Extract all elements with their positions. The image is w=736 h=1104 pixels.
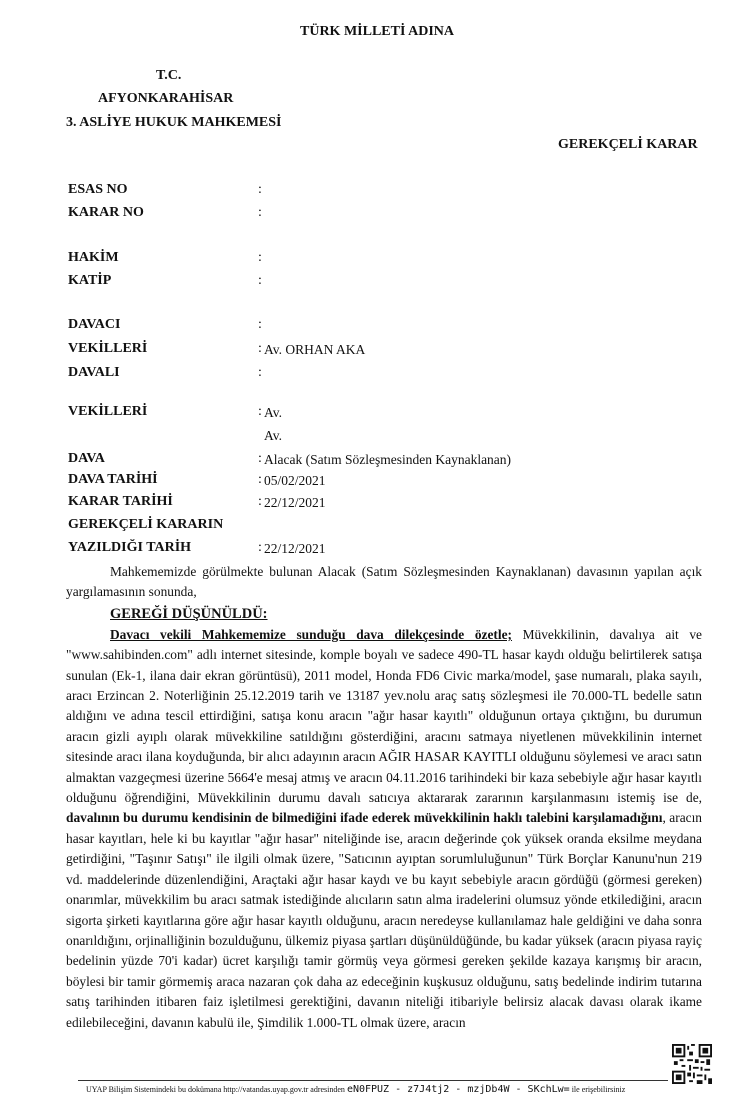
court-heading: 3. ASLİYE HUKUK MAHKEMESİ — [66, 115, 282, 130]
davaci-vekilleri-label: VEKİLLERİ — [68, 341, 148, 356]
decision-body — [66, 562, 702, 1033]
davali-label: DAVALI — [68, 365, 120, 380]
davaci-label: DAVACI — [68, 317, 121, 332]
esas-no-label: ESAS NO — [68, 182, 128, 197]
colon: : — [258, 273, 262, 288]
nation-heading: TÜRK MİLLETİ ADINA — [300, 24, 455, 39]
footer-divider — [78, 1080, 668, 1081]
footer — [86, 1084, 625, 1095]
yazildigi-tarih-label: YAZILDIĞI TARİH — [68, 540, 192, 555]
karar-tarihi-label: KARAR TARİHİ — [68, 494, 173, 509]
hakim-label: HAKİM — [68, 250, 119, 265]
tc-heading: T.C. — [156, 68, 182, 83]
davali-vekilleri-label: VEKİLLERİ — [68, 404, 148, 419]
footer-text: UYAP Bilişim Sistemindeki bu dokümana http://vatandas.uyap.gov.tr adresinden — [86, 1085, 345, 1094]
claim-lead: Davacı vekili Mahkememize sunduğu dava dilekçesinde özetle; — [110, 626, 513, 642]
footer-suffix: ile erişebilirsiniz — [571, 1085, 626, 1094]
colon: : — [258, 182, 262, 197]
claim-text-1: Müvekkilinin, davalıya ait ve "www.sahibinden.com" adlı internet sitesinde, komple boyalı ve sadece 490-TL hasar kaydı olduğu belirtilerek satışa sunulan (Ek-1, ilana dair ekran görüntüsü), 2011 model, Honda FD6 Civic marka/model, şase numaralı, plaka sayılı, aracı Erzincan 2. Noterliğinin 25.12.2019 tarih ve 13187 yev.nolu araç satış sözleşmesi ile 70.000-TL bedelle satın aldığını ve adına tescil ettirdiğini, satışa konu aracın "ağır hasar kayıtlı" olduğunun ortaya çıktığını, bu durumun aracın gizli ayıplı olarak müvekkiline satıldığını gösterdiğini, aracını satmaya niyetlenen müvekkilinin internet sitesinde aracı ilana koyduğunda, bir alıcı adayının aracın AĞIR HASAR KAYITLI olduğunu söylemesi ve aracı satın almaktan vazgeçmesi üzerine 5664'e mesaj atmış ve aracın 04.11.2016 tarihindeki bir kaza sebebiyle ağır hasar kayıtlı olduğunu öğrendiğini, Müvekkilinin durumu davalı satıcıya aktararak zararının karşılanmasını istemiş ise de, — [66, 626, 702, 806]
claim-text-bold: davalının bu durumu kendisinin de bilmediğini ifade ederek müvekkilinin haklı talebini karşılamadığını — [66, 810, 663, 826]
katip-label: KATİP — [68, 273, 112, 288]
colon: : — [258, 494, 262, 509]
dava-value: Alacak (Satım Sözleşmesinden Kaynaklanan) — [264, 452, 512, 467]
yazildigi-tarih-value: 22/12/2021 — [264, 541, 326, 556]
colon: : — [258, 205, 262, 220]
colon: : — [258, 341, 262, 356]
karar-tarihi-value: 22/12/2021 — [264, 495, 326, 510]
davali-vekilleri-value: Av. — [264, 405, 282, 420]
colon: : — [258, 365, 262, 380]
dava-tarihi-label: DAVA TARİHİ — [68, 472, 158, 487]
decision-type: GEREKÇELİ KARAR — [558, 137, 698, 152]
gerekceli-kararin-label: GEREKÇELİ KARARIN — [68, 517, 224, 532]
dava-tarihi-value: 05/02/2021 — [264, 473, 326, 488]
karar-no-label: KARAR NO — [68, 205, 144, 220]
colon: : — [258, 540, 262, 555]
intro-paragraph: Mahkememizde görülmekte bulunan Alacak (Satım Sözleşmesinden Kaynaklanan) davasının yapılan açık yargılamasının sonunda, — [66, 564, 702, 600]
colon: : — [258, 250, 262, 265]
colon: : — [258, 317, 262, 332]
claim-paragraph — [66, 625, 702, 1033]
colon: : — [258, 451, 262, 466]
colon: : — [258, 404, 262, 419]
geregi-dusunuldu-heading: GEREĞİ DÜŞÜNÜLDÜ: — [110, 605, 268, 622]
city-heading: AFYONKARAHİSAR — [98, 91, 234, 106]
claim-text-2: , aracın hasar kayıtları, hele ki bu kayıtlar "ağır hasar" niteliğinde ise, aracın değerinde çok yüksek oranda eksilme meydana getirdiğini, "Taşınır Satışı" ile ilgili olmak üzere, "Satıcının ayıptan sorumluluğunun" Türk Borçlar Kanunu'nun 219 vd. maddelerinde düzenlendiğini, Araçtaki ağır hasar kaydı ve bu kayıt sebebiyle aracın gördüğü (görmesi gereken) onarımlar, müvekkilim bu aracı satmak istediğinde alıcıların satın alma iradelerini olumsuz yönde etkilediğini, aracın sigorta şirketi kayıtlarına göre ağır hasar kayıtlı olduğunu, aracın neredeyse kullanılamaz hale geldiğini ve daha sonra onarıldığını, orjinalliğinin bozulduğunu, ülkemiz piyasa şartları düşünüldüğünde, bu kadar yüksek (aracın piyasa rayiç bedelinin yüzde 70'i kadar) ücret karşılığı tamir görmüş veya görmesi gereken şekilde kazaya karışmış bir aracın, böylesi bir tamir görmemiş araca nazaran çok daha az edeceğinin kuşkusuz olduğunu, satış bedelinde indirim tutarına satış tarihinden itibaren faiz işletilmesi gerektiğini, davanın niteliği itibariyle belirsiz alacak davası olarak ikame edilebileceğini, davanın kabulü ile, Şimdilik 1.000-TL olmak üzere, aracın — [66, 810, 702, 1030]
davali-vekilleri-value-2: Av. — [264, 428, 282, 443]
dava-label: DAVA — [68, 451, 105, 466]
colon: : — [258, 472, 262, 487]
qr-code-icon — [672, 1044, 712, 1084]
davaci-vekilleri-value: Av. ORHAN AKA — [264, 342, 366, 357]
footer-code: eN0FPUZ - z7J4tj2 - mzjDb4W - SKchLw= — [346, 1084, 570, 1095]
